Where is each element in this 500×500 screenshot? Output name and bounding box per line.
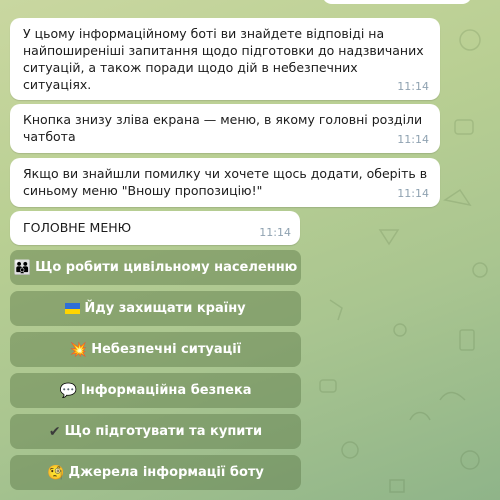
bot-message-menu-hint [10, 104, 440, 153]
message-time: 11:14 [397, 187, 429, 200]
keyboard-button-defend-country[interactable] [10, 291, 301, 326]
message-time: 11:14 [397, 133, 429, 146]
keyboard-button-dangerous-situations[interactable] [10, 332, 301, 367]
previous-message-bubble [322, 0, 472, 4]
keyboard-button-civilians[interactable] [10, 250, 301, 285]
button-label: Йду захищати країну [84, 301, 246, 316]
keyboard-button-info-security[interactable] [10, 373, 301, 408]
message-time: 11:14 [397, 80, 429, 93]
keyboard-button-prepare-and-buy[interactable] [10, 414, 301, 449]
bot-message-feedback-hint [10, 158, 440, 207]
message-text: ГОЛОВНЕ МЕНЮ [23, 220, 132, 235]
button-label: Що підготувати та купити [64, 424, 263, 439]
speech-bubble-icon: 💬 [59, 382, 77, 399]
check-mark-icon: ✔ [48, 423, 61, 440]
message-text: У цьому інформаційному боті ви знайдете відповіді на найпоширеніші запитання щодо підготовки до надзвичаних ситуацій, а також поради щодо дій в небезпечних ситуаціях. [23, 26, 424, 92]
thinking-face-icon: 🧐 [47, 464, 65, 481]
button-label: Джерела інформації боту [68, 465, 264, 480]
button-label: Інформаційна безпека [80, 383, 252, 398]
button-label: Що робити цивільному населенню [35, 260, 298, 275]
keyboard-button-info-sources[interactable] [10, 455, 301, 490]
explosion-icon: 💥 [69, 341, 88, 358]
ukraine-flag-icon [65, 303, 80, 314]
button-label: Небезпечні ситуації [91, 342, 242, 357]
bot-message-main-menu [10, 211, 300, 245]
message-time [430, 0, 462, 1]
message-time: 11:14 [259, 226, 291, 239]
family-icon: 👪 [13, 259, 32, 276]
message-text: Якщо ви знайшли помилку чи хочете щось додати, оберіть в синьому меню "Вношу пропозицію!" [23, 166, 428, 198]
bot-message-intro [10, 18, 440, 100]
message-text: Кнопка знизу зліва екрана — меню, в якому головні розділи чатбота [23, 112, 423, 144]
